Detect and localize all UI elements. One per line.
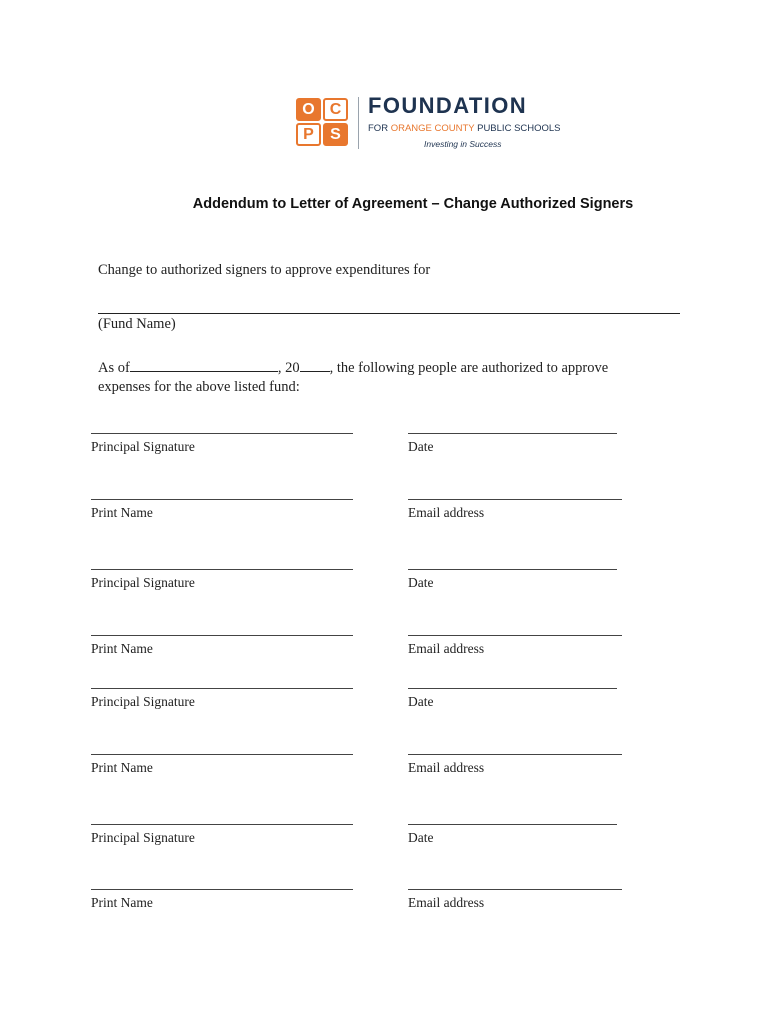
principal-signature-field[interactable] xyxy=(91,688,353,689)
principal-signature-label: Principal Signature xyxy=(91,439,195,454)
print-name-field[interactable] xyxy=(91,754,353,755)
date-field[interactable] xyxy=(408,569,617,570)
email-address-field[interactable] xyxy=(408,754,622,755)
as-of-line-2: expenses for the above listed fund: xyxy=(98,379,300,395)
principal-signature-field[interactable] xyxy=(91,824,353,825)
as-of-line xyxy=(98,358,608,377)
date-field[interactable] xyxy=(408,688,617,689)
principal-signature-label: Principal Signature xyxy=(91,575,195,590)
as-of-year-field[interactable] xyxy=(300,358,330,372)
subtitle-rest: PUBLIC SCHOOLS xyxy=(474,123,561,134)
foundation-subtitle xyxy=(368,123,561,134)
print-name-label: Print Name xyxy=(91,895,153,910)
logo-letter-o: O xyxy=(296,98,321,121)
logo-letter-p: P xyxy=(296,123,321,146)
print-name-label: Print Name xyxy=(91,505,153,520)
fund-name-field[interactable] xyxy=(98,313,680,314)
principal-signature-label: Principal Signature xyxy=(91,694,195,709)
principal-signature-field[interactable] xyxy=(91,433,353,434)
subtitle-accent: ORANGE COUNTY xyxy=(390,123,475,134)
date-label: Date xyxy=(408,575,434,590)
email-address-field[interactable] xyxy=(408,889,622,890)
foundation-tagline: Investing in Success xyxy=(424,139,502,149)
principal-signature-field[interactable] xyxy=(91,569,353,570)
email-address-field[interactable] xyxy=(408,635,622,636)
intro-text: Change to authorized signers to approve expenditures for xyxy=(98,262,431,278)
email-address-label: Email address xyxy=(408,505,485,520)
fund-name-label: (Fund Name) xyxy=(98,316,176,332)
print-name-field[interactable] xyxy=(91,889,353,890)
email-address-field[interactable] xyxy=(408,499,622,500)
ocps-logo xyxy=(296,98,350,148)
email-address-label: Email address xyxy=(408,895,485,910)
logo-letter-c: C xyxy=(323,98,348,121)
date-label: Date xyxy=(408,694,434,709)
as-of-prefix: As of xyxy=(98,360,130,376)
print-name-label: Print Name xyxy=(91,641,153,656)
subtitle-for: FOR xyxy=(368,123,391,134)
date-field[interactable] xyxy=(408,824,617,825)
principal-signature-label: Principal Signature xyxy=(91,830,195,845)
as-of-date-field[interactable] xyxy=(130,358,278,372)
print-name-field[interactable] xyxy=(91,635,353,636)
email-address-label: Email address xyxy=(408,760,485,775)
foundation-title: FOUNDATION xyxy=(368,93,528,118)
logo-letter-s: S xyxy=(323,123,348,146)
date-label: Date xyxy=(408,830,434,845)
email-address-label: Email address xyxy=(408,641,485,656)
as-of-year-prefix: , 20 xyxy=(277,360,300,376)
logo-divider xyxy=(358,97,359,149)
print-name-field[interactable] xyxy=(91,499,353,500)
date-field[interactable] xyxy=(408,433,617,434)
document-title: Addendum to Letter of Agreement – Change Authorized Signers xyxy=(192,196,634,212)
print-name-label: Print Name xyxy=(91,760,153,775)
date-label: Date xyxy=(408,439,434,454)
as-of-suffix: , the following people are authorized to approve xyxy=(329,360,609,376)
